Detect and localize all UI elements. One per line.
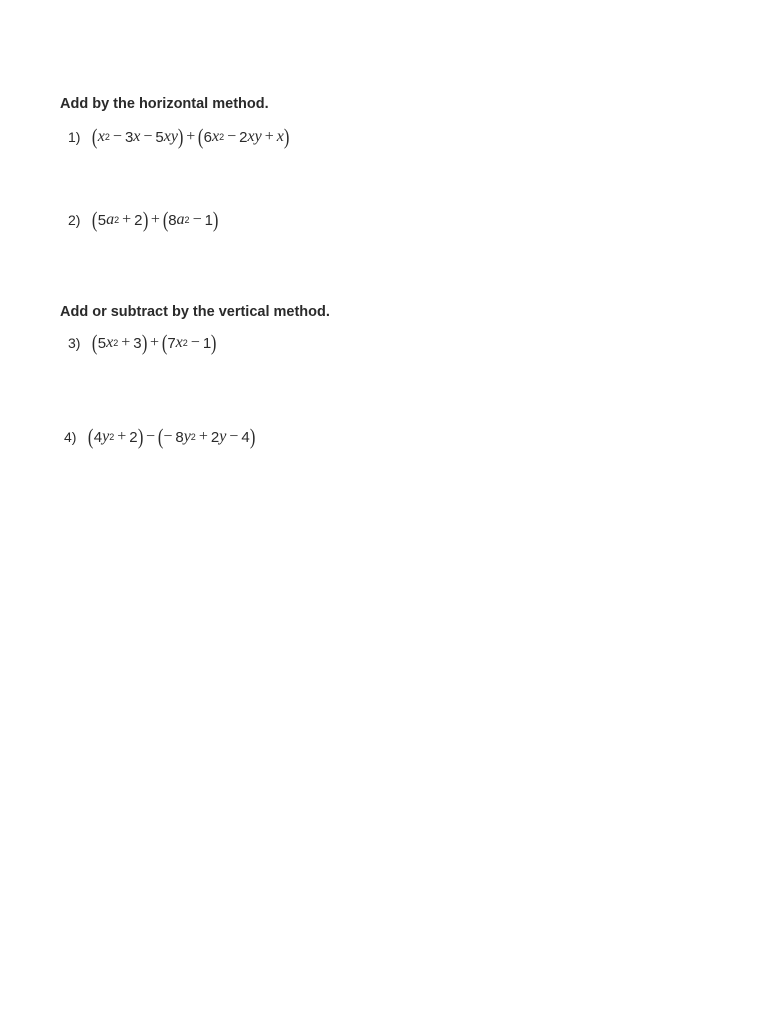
problem-3 <box>68 332 216 354</box>
section-heading-vertical: Add or subtract by the vertical method. <box>60 304 330 320</box>
section-heading-horizontal: Add by the horizontal method. <box>60 96 269 112</box>
problem-4 <box>64 426 255 448</box>
problem-number: 1) <box>68 129 81 145</box>
problem-expression: ( 4 y 2 + 2 ) − ( − 8 y 2 + 2 y − 4 ) <box>88 424 256 449</box>
problem-number: 2) <box>68 212 81 228</box>
problem-1 <box>68 126 289 148</box>
problem-2 <box>68 209 218 231</box>
problem-expression: ( 5 a 2 + 2 ) + ( 8 a 2 − 1 ) <box>92 207 219 232</box>
problem-expression: ( 5 x 2 + 3 ) + ( 7 x 2 − 1 ) <box>92 330 217 355</box>
problem-number: 3) <box>68 335 81 351</box>
problem-expression: ( x 2 − 3 x − 5 xy ) + ( 6 x 2 − 2 xy + x ) <box>92 124 290 149</box>
problem-number: 4) <box>64 429 77 445</box>
